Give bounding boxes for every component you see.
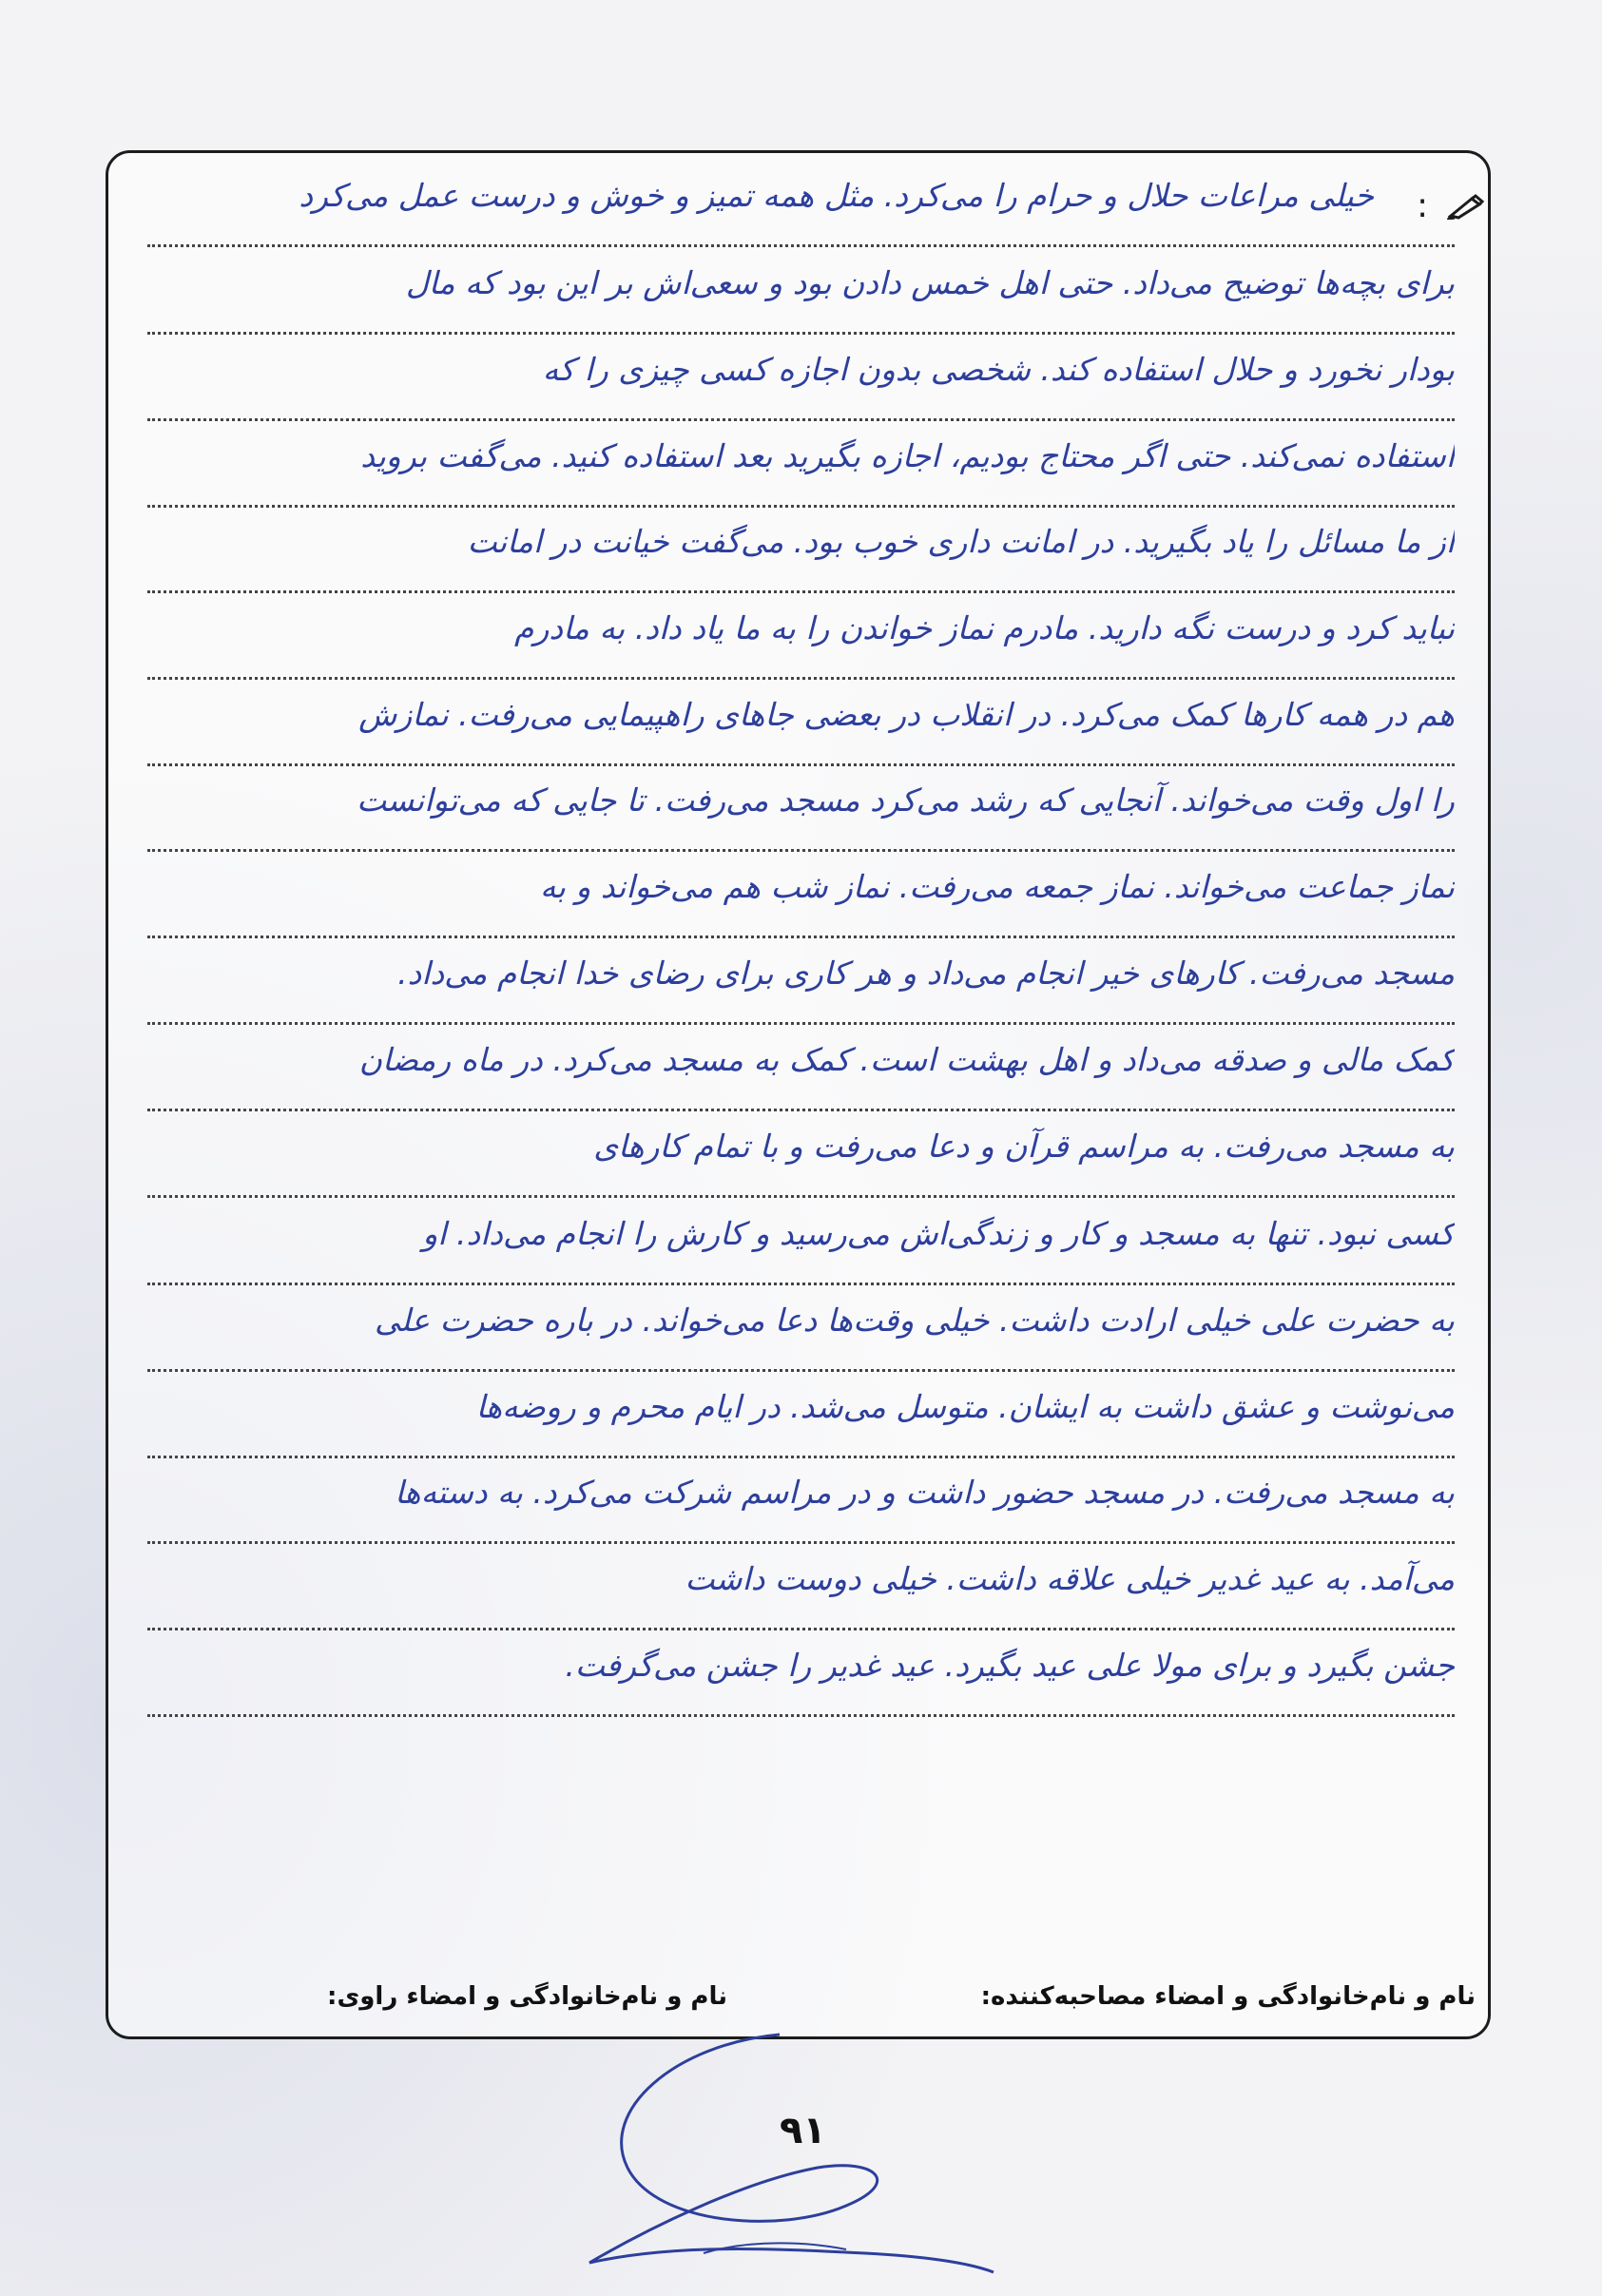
text-line: به مسجد می‌رفت. به مراسم قرآن و دعا می‌رفت و با تمام کارهای xyxy=(147,1118,1455,1198)
narrator-signature-label: نام و نام‌خانوادگی و امضاء راوی: xyxy=(327,1982,727,2011)
text-line: مسجد می‌رفت. کارهای خیر انجام می‌داد و هر کاری برای رضای خدا انجام می‌داد. xyxy=(147,945,1455,1025)
colon-mark: : xyxy=(1417,186,1429,225)
text-line: را اول وقت می‌خواند. آنجایی که رشد می‌کرد مسجد می‌رفت. تا جایی که می‌توانست xyxy=(147,772,1455,852)
text-line: می‌آمد. به عید غدیر خیلی علاقه داشت. خیلی دوست داشت xyxy=(147,1551,1455,1630)
text-line: از ما مسائل را یاد بگیرید. در امانت داری خوب بود. می‌گفت خیانت در امانت xyxy=(147,513,1455,593)
page-number: ۹۱ xyxy=(780,2109,826,2152)
text-line: بودار نخورد و حلال استفاده کند. شخصی بدون اجازه کسی چیزی را که xyxy=(147,341,1455,421)
text-line: نباید کرد و درست نگه دارید. مادرم نماز خواندن را به ما یاد داد. به مادرم xyxy=(147,600,1455,680)
text-line: می‌نوشت و عشق داشت به ایشان. متوسل می‌شد. در ایام محرم و روضه‌ها xyxy=(147,1379,1455,1458)
interviewer-signature-label: نام و نام‌خانوادگی و امضاء مصاحبه‌کننده: xyxy=(980,1982,1476,2011)
text-line: خیلی مراعات حلال و حرام را می‌کرد. مثل همه تمیز و خوش و درست عمل می‌کرد xyxy=(147,167,1455,247)
text-line: کسی نبود. تنها به مسجد و کار و زندگی‌اش می‌رسید و کارش را انجام می‌داد. او xyxy=(147,1206,1455,1285)
text-line: به حضرت علی خیلی ارادت داشت. خیلی وقت‌ها دعا می‌خواند. در باره حضرت علی xyxy=(147,1292,1455,1372)
text-line: کمک مالی و صدقه می‌داد و اهل بهشت است. کمک به مسجد می‌کرد. در ماه رمضان xyxy=(147,1032,1455,1111)
text-line: برای بچه‌ها توضیح می‌داد. حتی اهل خمس دادن بود و سعی‌اش بر این بود که مال xyxy=(147,255,1455,335)
text-line: هم در همه کارها کمک می‌کرد. در انقلاب در بعضی جاهای راهپیمایی می‌رفت. نمازش xyxy=(147,686,1455,766)
text-line: استفاده نمی‌کند. حتی اگر محتاج بودیم، اجازه بگیرید بعد استفاده کنید. می‌گفت بروید xyxy=(147,428,1455,508)
text-line: جشن بگیرد و برای مولا علی عید بگیرد. عید غدیر را جشن می‌گرفت. xyxy=(147,1637,1455,1717)
text-line: به مسجد می‌رفت. در مسجد حضور داشت و در مراسم شرکت می‌کرد. به دسته‌ها xyxy=(147,1464,1455,1544)
text-line: نماز جماعت می‌خواند. نماز جمعه می‌رفت. نماز شب هم می‌خواند و به xyxy=(147,859,1455,938)
signature xyxy=(561,2025,998,2291)
